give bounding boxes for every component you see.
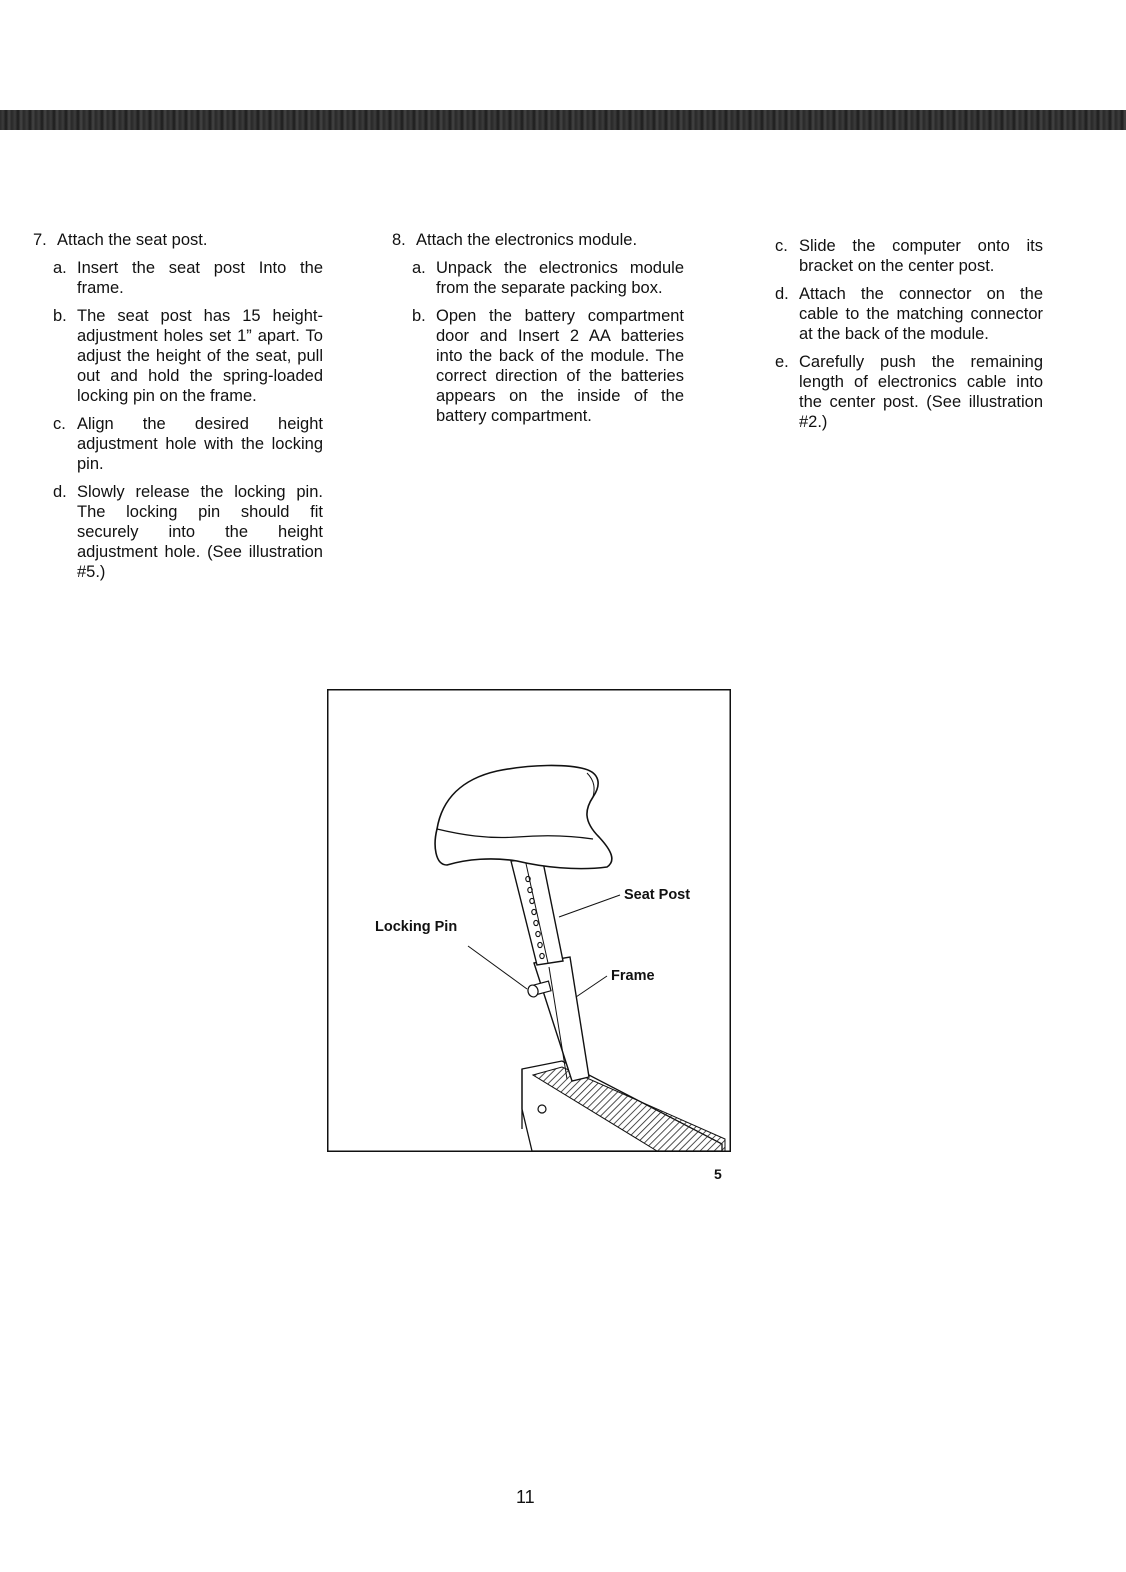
substep-text: Slowly release the locking pin. The locking pin should fit securely into the height adjustment hole. (See illustration #5.) (77, 483, 323, 581)
column-step-8-continued (775, 236, 1043, 440)
substep (775, 352, 1043, 432)
seat (435, 765, 612, 868)
substep (775, 284, 1043, 344)
substep-text: Attach the connector on the cable to the matching connector at the back of the module. (799, 285, 1043, 343)
step-number: 8. (392, 231, 406, 249)
header-rule (0, 110, 1126, 130)
illustration-seat-post (327, 689, 731, 1152)
substep-letter: b. (412, 307, 426, 325)
substep-text: Insert the seat post Into the frame. (77, 259, 323, 297)
substep (33, 414, 323, 474)
substep-text: Unpack the electronics module from the separate packing box. (436, 259, 684, 297)
substep-letter: a. (412, 259, 426, 277)
substep-text: Slide the computer onto its bracket on the center post. (799, 237, 1043, 275)
label-seat-post: Seat Post (624, 887, 691, 903)
substep-letter: c. (53, 415, 66, 433)
label-locking-pin: Locking Pin (375, 919, 458, 935)
seat-post-leader (559, 895, 620, 917)
substep-letter: d. (775, 285, 789, 303)
column-step-7 (33, 230, 323, 590)
substep-text: Open the battery compartment door and Insert 2 AA batteries into the back of the module. The correct direction of the batteries appears on the inside of the battery compartment. (436, 307, 684, 425)
substep-text: The seat post has 15 height-adjustment holes set 1” apart. To adjust the height of the seat, pull out and hold the spring-loaded locking pin on the frame. (77, 307, 323, 405)
substep-letter: b. (53, 307, 67, 325)
illustration-number: 5 (714, 1166, 722, 1182)
column-step-8 (392, 230, 684, 434)
substep-letter: d. (53, 483, 67, 501)
frame-leader (576, 976, 607, 997)
step-number: 7. (33, 231, 47, 249)
page-number: 11 (516, 1487, 535, 1507)
step-8-heading (392, 230, 684, 250)
substep (33, 258, 323, 298)
step-title: Attach the electronics module. (416, 231, 638, 249)
substep (33, 306, 323, 406)
substep (392, 258, 684, 298)
substep-letter: c. (775, 237, 788, 255)
substep-text: Carefully push the remaining length of electronics cable into the center post. (See illustration #2.) (799, 353, 1043, 431)
substep-letter: e. (775, 353, 789, 371)
step-title: Attach the seat post. (57, 231, 208, 249)
locking-pin-leader (468, 946, 527, 989)
label-frame: Frame (611, 968, 655, 984)
substep-text: Align the desired height adjustment hole with the locking pin. (77, 415, 323, 473)
substep (33, 482, 323, 582)
step-7-heading (33, 230, 323, 250)
substep-letter: a. (53, 259, 67, 277)
substep (775, 236, 1043, 276)
substep (392, 306, 684, 426)
